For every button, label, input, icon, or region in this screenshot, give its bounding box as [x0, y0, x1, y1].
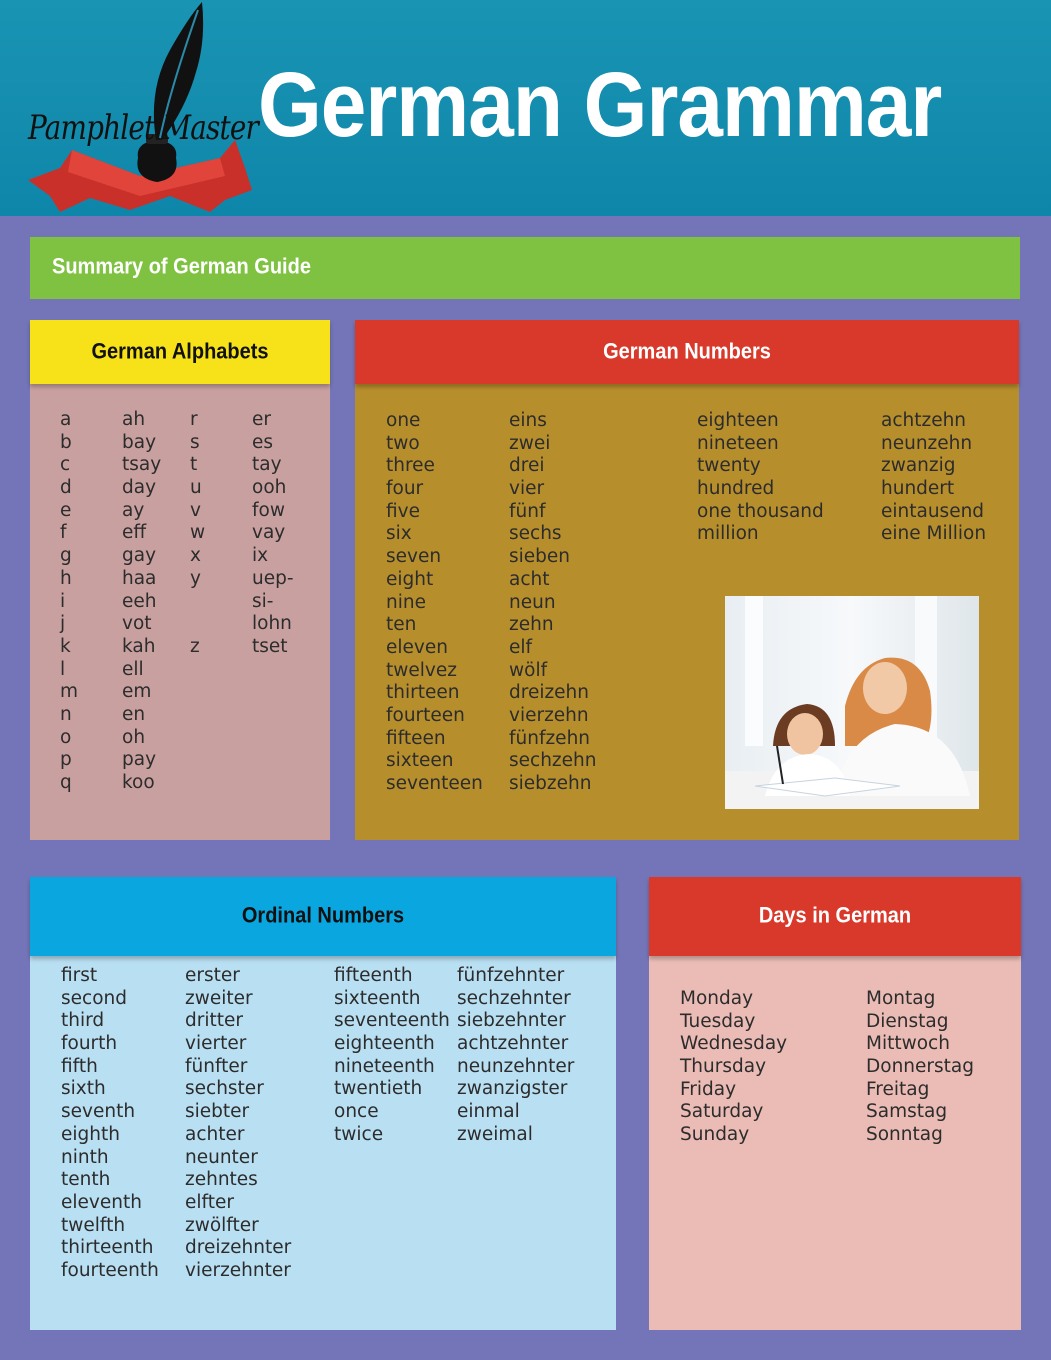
list-item: achtzehn [881, 410, 967, 431]
list-item: hundred [697, 478, 775, 500]
list-item: Wednesday [680, 1033, 788, 1055]
list-item: o [60, 726, 72, 748]
days-title: Days in German [758, 903, 912, 929]
list-item: second [61, 987, 127, 1009]
list-item: neunzehn [881, 432, 973, 454]
list-item: eleventh [61, 1191, 142, 1213]
list-item: twice [334, 1123, 384, 1145]
list-item: zweimal [457, 1123, 533, 1145]
list-item: four [386, 478, 424, 500]
list-item: sechster [185, 1078, 264, 1100]
list-item: uep- [252, 567, 294, 589]
list-item: ooh [252, 477, 287, 499]
list-item: p [60, 749, 72, 771]
numbers-panel-header [355, 320, 1019, 384]
list-item: nineteenth [334, 1055, 435, 1077]
list-item [190, 613, 205, 636]
list-item: en [122, 703, 146, 725]
list-item: dritter [185, 1010, 243, 1032]
list-item: eins [509, 410, 547, 431]
list-item: s [190, 431, 200, 453]
numbers-english-2 [697, 410, 824, 546]
list-item: fourth [61, 1033, 118, 1055]
list-item: l [60, 658, 66, 680]
list-item: ay [122, 499, 145, 521]
list-item: six [386, 523, 412, 545]
list-item: fourteenth [61, 1259, 159, 1281]
list-item: Monday [680, 988, 754, 1009]
list-item: fifteenth [334, 965, 413, 986]
mother-daughter-photo [725, 596, 979, 809]
list-item: k [60, 635, 71, 657]
list-item: eeh [122, 590, 157, 612]
list-item: fünf [509, 500, 546, 522]
list-item: third [61, 1010, 105, 1032]
alphabets-title: German Alphabets [91, 339, 269, 364]
list-item: acht [509, 568, 550, 590]
list-item: eleven [386, 636, 448, 658]
list-item: vay [252, 522, 286, 544]
list-item: nine [386, 591, 426, 613]
list-item: zehn [509, 614, 554, 636]
list-item: f [60, 522, 67, 544]
list-item: ah [122, 409, 146, 430]
list-item: eighth [61, 1123, 120, 1145]
list-item: fünfzehn [509, 727, 591, 749]
list-item: n [60, 703, 72, 725]
list-item: siebter [185, 1101, 250, 1123]
list-item: sieben [509, 546, 571, 568]
numbers-german-2 [881, 410, 986, 546]
days-panel-header [649, 877, 1021, 956]
list-item: twentieth [334, 1078, 423, 1100]
list-item: eff [122, 522, 147, 544]
list-item: lohn [252, 613, 292, 635]
list-item: eight [386, 568, 434, 590]
list-item: first [61, 965, 98, 986]
list-item: two [386, 432, 420, 454]
list-item: nineteen [697, 432, 779, 454]
list-item: tay [252, 454, 282, 476]
list-item: elfter [185, 1191, 234, 1213]
list-item: d [60, 477, 72, 499]
list-item: y [190, 567, 201, 589]
list-item: i [60, 590, 66, 612]
list-item: achter [185, 1123, 245, 1145]
alphabet-sounds-2 [252, 409, 294, 659]
list-item: ix [252, 545, 269, 567]
list-item: achtzehnter [457, 1033, 569, 1055]
list-item: eintausend [881, 500, 985, 522]
numbers-title: German Numbers [603, 339, 771, 364]
list-item: ten [386, 614, 417, 636]
list-item: seventeenth [334, 1010, 450, 1032]
list-item: tset [252, 635, 288, 657]
list-item: zwanzigster [457, 1078, 568, 1100]
list-item: r [190, 409, 198, 430]
list-item: seven [386, 546, 442, 568]
list-item: haa [122, 567, 157, 589]
list-item: es [252, 431, 274, 453]
list-item: m [60, 681, 79, 703]
summary-label: Summary of German Guide [52, 255, 311, 280]
list-item: em [122, 681, 152, 703]
list-item: drei [509, 455, 545, 477]
list-item: Friday [680, 1078, 737, 1100]
list-item: Samstag [866, 1101, 948, 1123]
list-item: twenty [697, 455, 761, 477]
ordinals-english-1 [61, 965, 159, 1283]
list-item: three [386, 455, 435, 477]
list-item: zweiter [185, 987, 253, 1009]
list-item: seventeen [386, 773, 483, 794]
list-item: e [60, 499, 72, 521]
list-item: w [190, 522, 206, 544]
list-item: wölf [509, 659, 548, 681]
list-item: hundert [881, 478, 955, 500]
list-item: twelvez [386, 659, 457, 681]
list-item: tsay [122, 454, 162, 476]
list-item: vot [122, 613, 152, 635]
list-item: sixth [61, 1078, 106, 1100]
list-item: er [252, 409, 271, 430]
list-item: sixteenth [334, 987, 421, 1009]
list-item: million [697, 523, 759, 545]
list-item: zehntes [185, 1169, 258, 1191]
list-item: siebzehn [509, 773, 592, 794]
list-item: dreizehnter [185, 1237, 292, 1259]
list-item: z [190, 635, 200, 657]
list-item: one [386, 410, 421, 431]
list-item: elf [509, 636, 533, 658]
list-item: vierter [185, 1033, 247, 1055]
list-item: bay [122, 431, 157, 453]
list-item: vier [509, 478, 545, 500]
list-item: fow [252, 499, 285, 521]
numbers-german-1 [509, 410, 596, 796]
list-item: gay [122, 545, 157, 567]
list-item: Sunday [680, 1124, 750, 1146]
list-item: Mittwoch [866, 1033, 950, 1055]
alphabet-letters-2 [190, 409, 205, 659]
list-item: seventh [61, 1101, 136, 1123]
list-item: Dienstag [866, 1010, 949, 1032]
list-item: Sonntag [866, 1124, 943, 1146]
list-item: tenth [61, 1169, 111, 1191]
list-item: t [190, 454, 198, 476]
list-item: u [190, 477, 202, 499]
list-item [190, 591, 205, 614]
alphabets-panel-header [30, 320, 330, 384]
list-item: einmal [457, 1101, 520, 1123]
list-item: sechzehn [509, 750, 597, 772]
list-item: twelfth [61, 1214, 126, 1236]
alphabet-letters-1 [60, 409, 78, 795]
list-item: fifth [61, 1055, 98, 1077]
ordinals-title: Ordinal Numbers [241, 903, 405, 929]
days-english [680, 988, 787, 1147]
list-item: thirteenth [61, 1237, 154, 1259]
list-item: Tuesday [680, 1010, 756, 1032]
list-item: Saturday [680, 1101, 764, 1123]
list-item: q [60, 772, 72, 793]
list-item: zwölfter [185, 1214, 259, 1236]
page-title: German Grammar [258, 54, 942, 157]
list-item: vierzehn [509, 704, 589, 726]
list-item: day [122, 477, 157, 499]
list-item: v [190, 499, 201, 521]
list-item: h [60, 567, 72, 589]
ordinals-german-2 [457, 965, 574, 1147]
list-item: koo [122, 772, 155, 793]
list-item: dreizehn [509, 682, 590, 704]
list-item: fünfter [185, 1055, 248, 1077]
list-item: kah [122, 635, 156, 657]
list-item: one thousand [697, 500, 824, 522]
list-item: Donnerstag [866, 1056, 974, 1078]
list-item: j [60, 613, 66, 635]
list-item: Montag [866, 988, 936, 1009]
list-item: fifteen [386, 727, 446, 749]
list-item: sechzehnter [457, 987, 571, 1009]
list-item: c [60, 454, 71, 476]
list-item: x [190, 545, 201, 567]
list-item: eighteen [697, 410, 779, 431]
list-item: erster [185, 965, 240, 986]
list-item: once [334, 1101, 379, 1123]
list-item: ninth [61, 1146, 109, 1168]
list-item: eine Million [881, 523, 987, 545]
list-item: b [60, 431, 72, 453]
list-item: g [60, 545, 72, 567]
list-item: oh [122, 726, 146, 748]
ordinals-english-2 [334, 965, 450, 1147]
list-item: thirteen [386, 682, 460, 704]
list-item: vierzehnter [185, 1259, 291, 1281]
list-item: Thursday [680, 1056, 767, 1078]
numbers-english-1 [386, 410, 483, 796]
list-item: neunter [185, 1146, 258, 1168]
list-item: Freitag [866, 1078, 930, 1100]
list-item: zwanzig [881, 455, 956, 477]
list-item: si- [252, 590, 274, 612]
list-item: siebzehnter [457, 1010, 566, 1032]
list-item: sechs [509, 523, 562, 545]
list-item: fourteen [386, 704, 465, 726]
list-item: ell [122, 658, 144, 680]
days-german [866, 988, 974, 1147]
list-item: sixteen [386, 750, 454, 772]
list-item: neun [509, 591, 556, 613]
list-item: neunzehnter [457, 1055, 575, 1077]
list-item: pay [122, 749, 157, 771]
list-item: zwei [509, 432, 551, 454]
list-item: five [386, 500, 420, 522]
alphabet-sounds-1 [122, 409, 161, 795]
logo-text: Pamphlet Master [28, 108, 259, 148]
list-item: fünfzehnter [457, 965, 565, 986]
list-item: eighteenth [334, 1033, 435, 1055]
ordinals-german-1 [185, 965, 291, 1283]
list-item: a [60, 409, 72, 430]
ordinals-panel-header [30, 877, 616, 956]
